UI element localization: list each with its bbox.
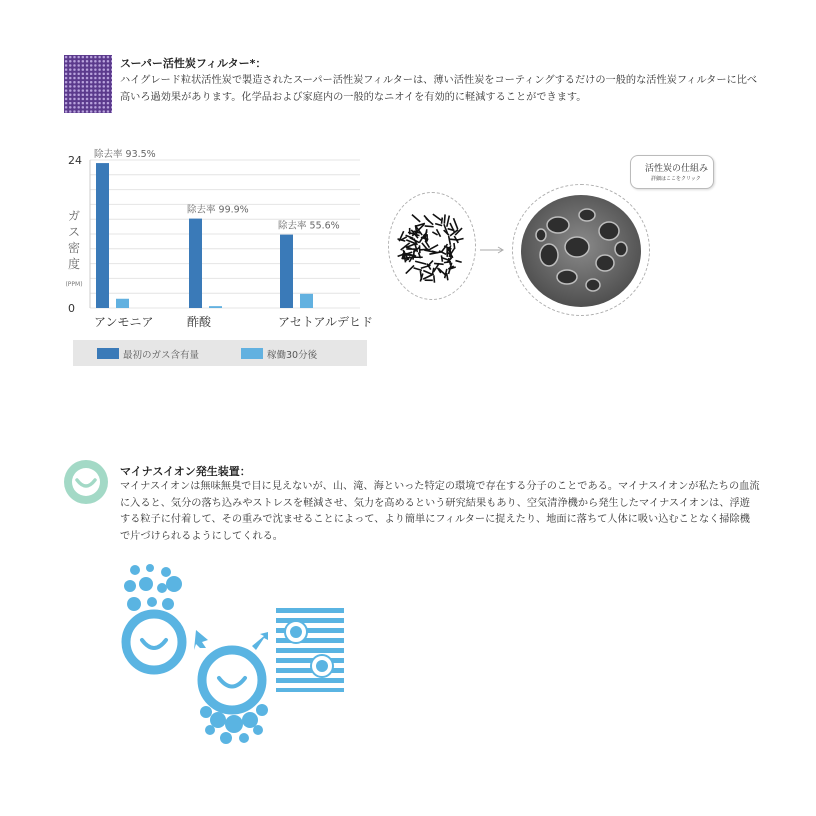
porous-carbon-icon (513, 185, 649, 315)
removal-rate-label: 除去率 93.5% (94, 149, 156, 161)
gas-molecule (406, 265, 414, 273)
negative-ion-icon (64, 460, 108, 504)
carbon-structure-circle (512, 184, 650, 316)
smiley-ion-1 (126, 614, 182, 670)
section-paragraph-carbon-filter: ハイグレード粒状活性炭で製造されたスーパー活性炭フィルターは、薄い活性炭をコーティングするだけの一般的な活性炭フィルターに比べ高いろ過効果があります。化学品および家庭内の一般的なニオイを有効的に軽減することができます。 (120, 75, 758, 103)
section-paragraph-negative-ion: マイナスイオンは無味無臭で目に見えないが、山、滝、海といった特定の環境で存在する分子のことである。マイナスイオンが私たちの血流に入ると、気分の落ち込みやストレスを軽減させ、気力を高めるという研究結果もあり、空気清浄機から発生したマイナスイオンは、浮遊する粒子に付着して、その重みで沈ませることによって、より簡単にフィルターに捉えたり、地面に落ちて人体に吸い込むことなく掃除機で片づけられるようにしてくれる。 (120, 481, 760, 542)
gas-molecule (423, 271, 432, 275)
gas-molecule (432, 232, 437, 235)
gas-molecule (414, 268, 422, 270)
chart-legend (73, 340, 367, 366)
legend-label-after: 稼働30分後 (267, 350, 318, 361)
x-category-label: 酢酸 (187, 315, 212, 329)
gas-molecules-circle (388, 192, 476, 300)
y-axis-label-char: 密 (67, 241, 81, 255)
arrow-up-right-icon (252, 632, 268, 650)
gas-molecule (447, 273, 448, 280)
x-category-label: アセトアルデヒド (278, 315, 374, 329)
gas-molecule (454, 218, 458, 229)
gas-molecule (426, 218, 433, 224)
section-title-negative-ion: マイナスイオン発生装置： (120, 465, 251, 478)
carbon-mechanism-callout[interactable] (630, 155, 714, 189)
negative-ion-illustration (110, 560, 360, 750)
y-axis-unit: (PPM) (65, 281, 83, 288)
gas-molecules-icon (389, 193, 475, 299)
gas-molecule (444, 214, 445, 223)
bar-after (116, 299, 129, 308)
activated-carbon-icon (64, 55, 112, 113)
bar-initial (96, 163, 109, 308)
gas-molecule (454, 243, 455, 249)
x-category-label: アンモニア (94, 315, 154, 329)
gas-molecule (449, 236, 451, 245)
arrow-right-icon (478, 244, 508, 256)
gas-molecule (447, 216, 450, 227)
gas-molecule (433, 214, 441, 220)
gas-molecule (455, 261, 461, 263)
gas-molecule (456, 239, 463, 241)
gas-molecule (428, 261, 433, 266)
section-title-carbon-filter: スーパー活性炭フィルター*： (120, 57, 267, 70)
gas-molecule (420, 271, 421, 280)
legend-label-initial: 最初のガス含有量 (123, 350, 200, 361)
bar-after (300, 294, 313, 308)
gas-density-chart (60, 148, 380, 338)
y-axis-label-char: ス (67, 225, 81, 239)
chart-bars (96, 163, 313, 308)
legend-swatch-initial (97, 348, 119, 359)
y-tick-label: 0 (68, 302, 75, 315)
removal-rate-label: 除去率 55.6% (278, 220, 340, 232)
gas-molecule (425, 226, 434, 227)
ion-bubbles-top (124, 564, 182, 611)
gas-molecule (434, 275, 435, 282)
bar-after (209, 306, 222, 308)
gas-molecule (406, 252, 412, 254)
chart-grid (90, 160, 360, 308)
y-axis-label-char: 度 (67, 257, 81, 271)
gas-molecule (412, 215, 420, 222)
gas-molecule (441, 218, 442, 224)
callout-link[interactable]: 詳細はここをクリック (651, 176, 701, 182)
gas-molecule (434, 263, 444, 264)
gas-molecule (450, 223, 455, 232)
gas-molecule (437, 229, 441, 237)
bar-initial (189, 219, 202, 308)
gas-molecule (404, 255, 415, 256)
legend-swatch-after (241, 348, 263, 359)
bar-initial (280, 235, 293, 308)
y-axis-label-char: ガ (67, 209, 81, 223)
filter-panel-icon (276, 608, 344, 692)
gas-molecule (419, 249, 428, 250)
gas-molecule (435, 224, 442, 226)
gas-molecule (415, 261, 426, 264)
smiley-ion-2 (202, 650, 262, 710)
removal-rate-label: 除去率 99.9% (187, 204, 249, 216)
arrow-down-right-icon (194, 630, 208, 650)
y-tick-label: 24 (68, 154, 82, 167)
callout-title: 活性炭の仕組み (645, 164, 709, 174)
